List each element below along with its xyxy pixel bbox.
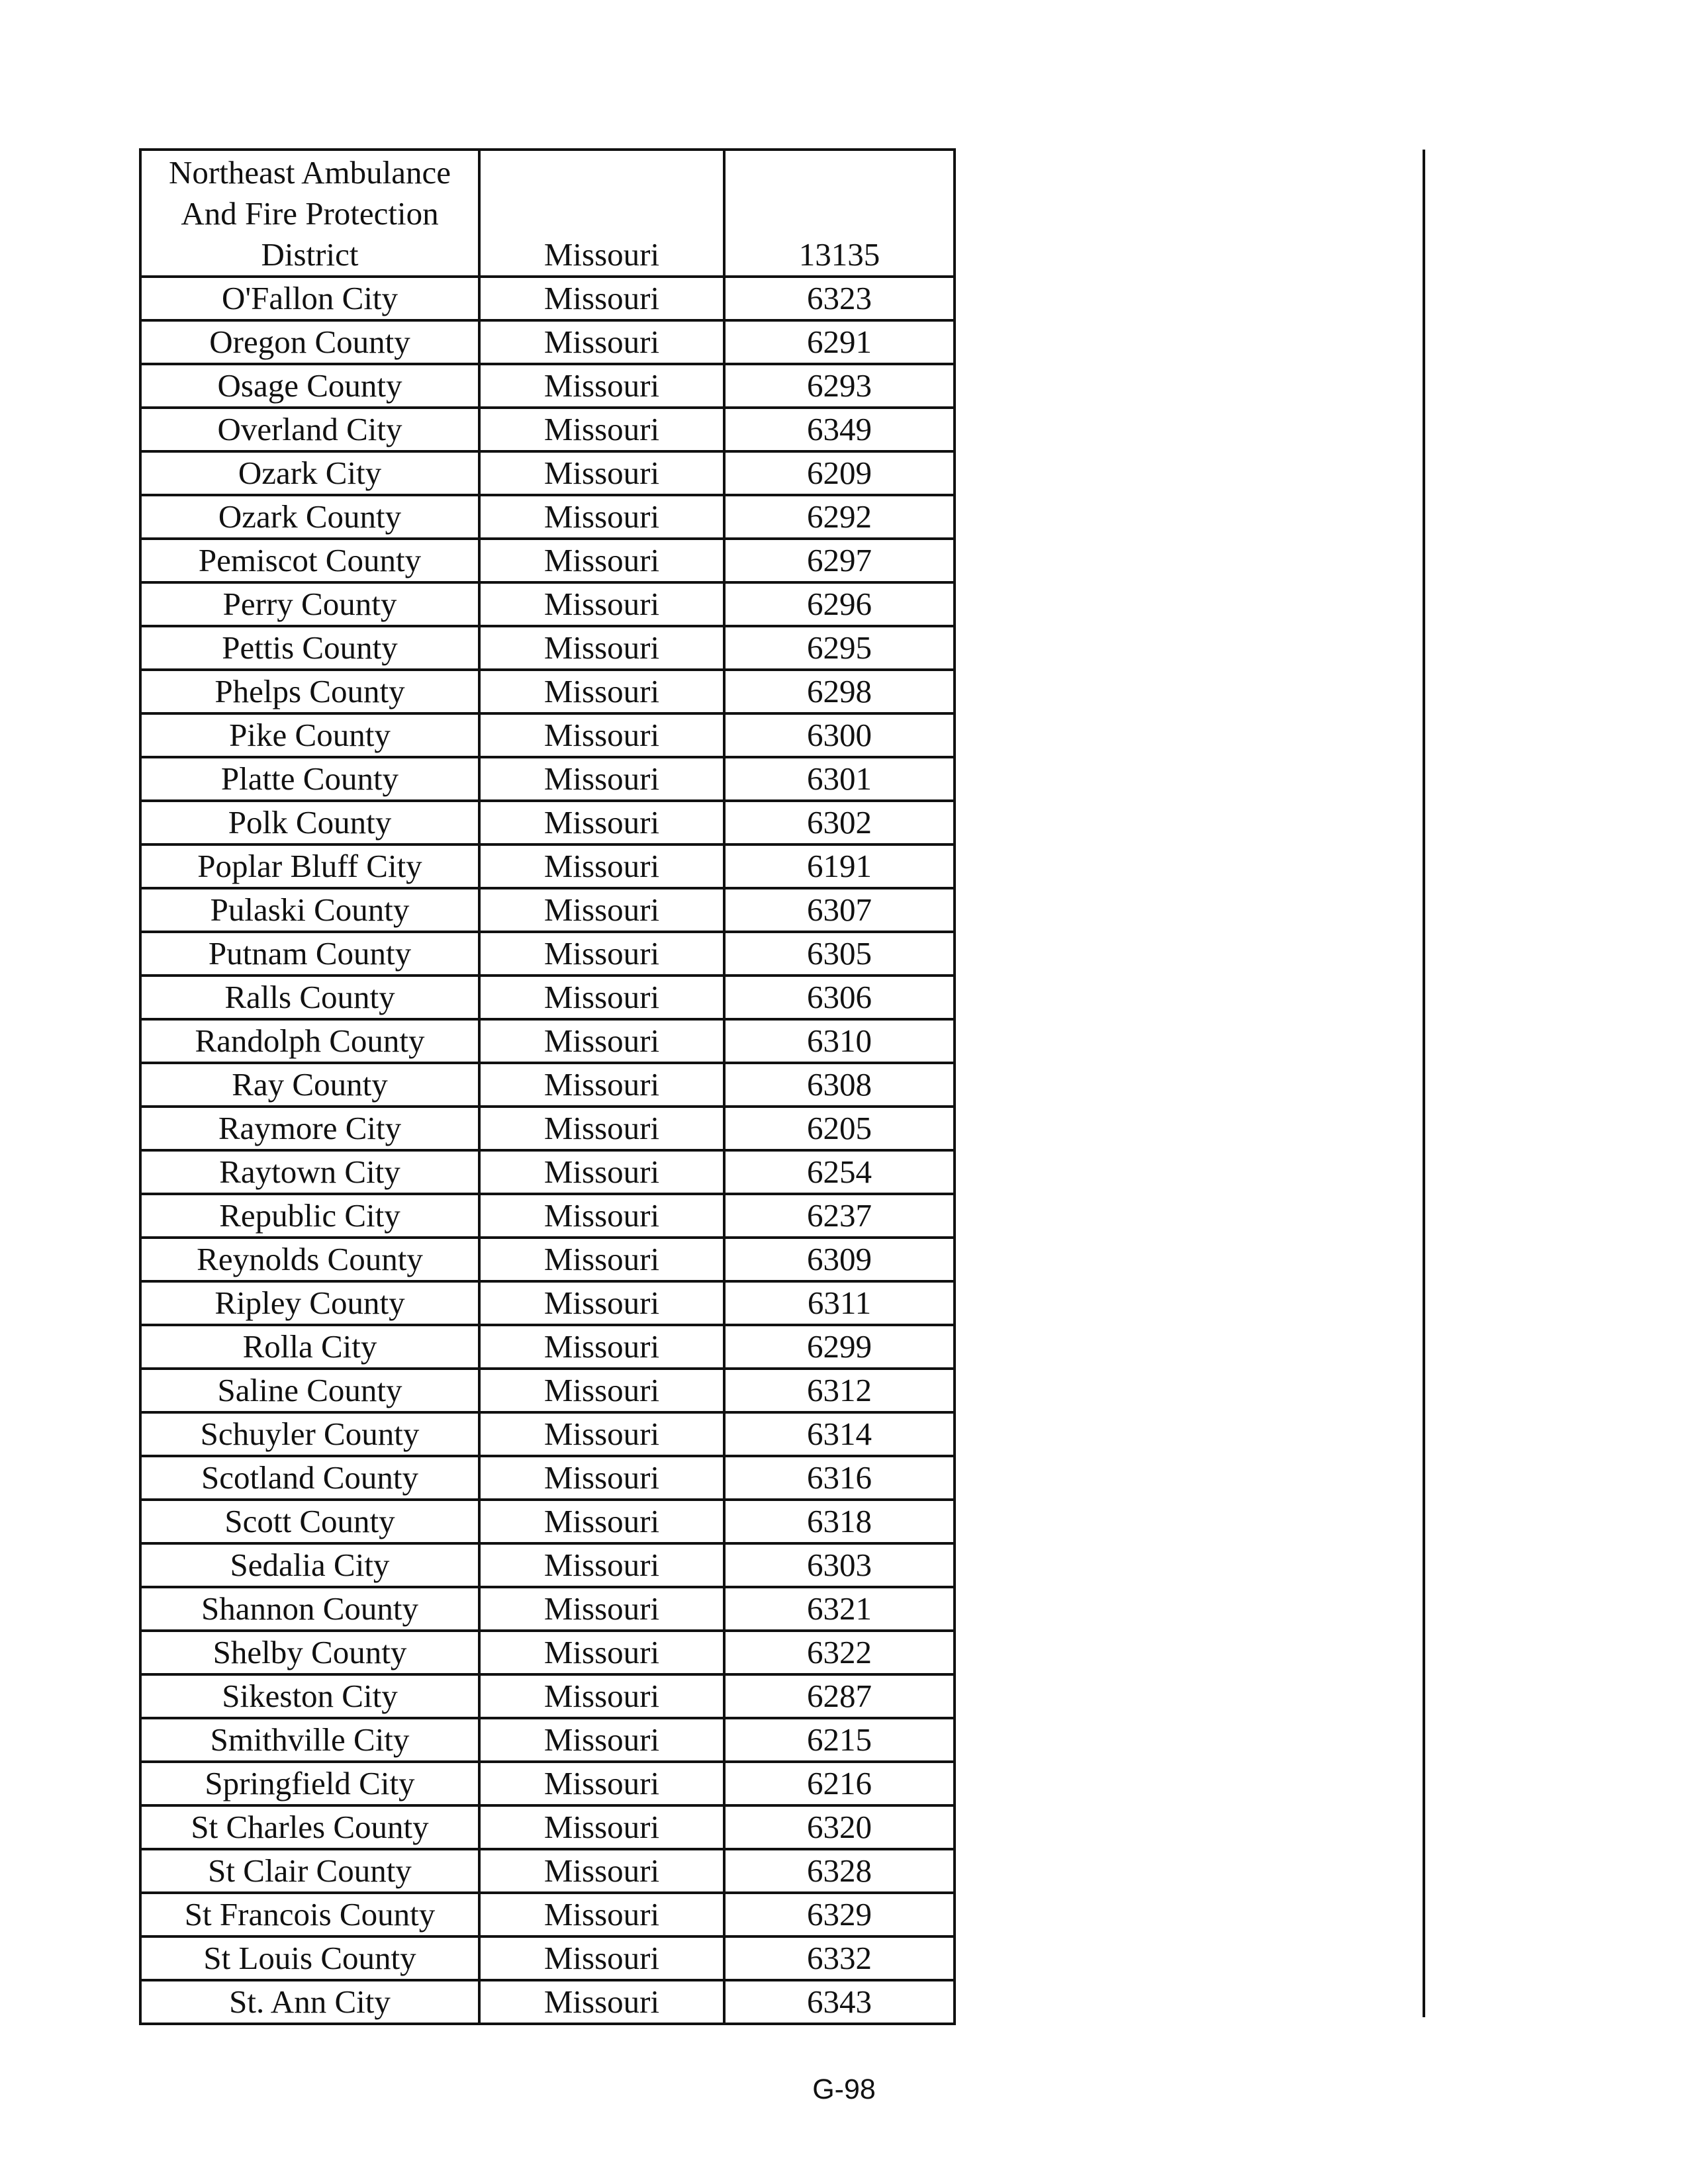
code-cell: 6296 — [724, 582, 955, 626]
table-row — [140, 801, 955, 844]
table-row — [140, 1762, 955, 1805]
code-cell: 6312 — [724, 1369, 955, 1412]
code-cell: 6343 — [724, 1980, 955, 2024]
state-cell: Missouri — [479, 670, 724, 713]
jurisdiction-name-cell: Northeast Ambulance And Fire Protection District — [140, 150, 479, 277]
jurisdiction-name-cell: Pulaski County — [140, 888, 479, 932]
state-cell: Missouri — [479, 1107, 724, 1150]
code-cell: 6305 — [724, 932, 955, 976]
jurisdiction-name-cell: Pettis County — [140, 626, 479, 670]
jurisdiction-name-cell: Ralls County — [140, 976, 479, 1019]
table-row — [140, 976, 955, 1019]
code-cell: 6191 — [724, 844, 955, 888]
jurisdiction-name-cell: Poplar Bluff City — [140, 844, 479, 888]
code-cell: 6215 — [724, 1718, 955, 1762]
jurisdiction-name-cell: Sedalia City — [140, 1543, 479, 1587]
jurisdiction-name-cell: Ripley County — [140, 1281, 479, 1325]
code-cell: 6298 — [724, 670, 955, 713]
jurisdiction-name-cell: Overland City — [140, 408, 479, 451]
jurisdiction-name-cell: Springfield City — [140, 1762, 479, 1805]
state-cell: Missouri — [479, 1019, 724, 1063]
jurisdiction-name-cell: Pemiscot County — [140, 539, 479, 582]
jurisdiction-name-cell: Shelby County — [140, 1631, 479, 1674]
state-cell: Missouri — [479, 1412, 724, 1456]
state-cell: Missouri — [479, 1631, 724, 1674]
code-cell: 6308 — [724, 1063, 955, 1107]
jurisdiction-name-cell: Shannon County — [140, 1587, 479, 1631]
jurisdiction-name-cell: Ozark City — [140, 451, 479, 495]
code-cell: 6323 — [724, 277, 955, 320]
state-cell: Missouri — [479, 757, 724, 801]
code-cell: 6316 — [724, 1456, 955, 1500]
table-row — [140, 1412, 955, 1456]
code-cell: 6349 — [724, 408, 955, 451]
code-cell: 6303 — [724, 1543, 955, 1587]
code-cell: 6291 — [724, 320, 955, 364]
jurisdiction-name-cell: Putnam County — [140, 932, 479, 976]
state-cell: Missouri — [479, 1980, 724, 2024]
table-row — [140, 1718, 955, 1762]
table-row — [140, 1500, 955, 1543]
table-row — [140, 150, 955, 277]
code-cell: 6322 — [724, 1631, 955, 1674]
table-row — [140, 1805, 955, 1849]
code-cell: 6310 — [724, 1019, 955, 1063]
table-row — [140, 495, 955, 539]
table-row — [140, 1194, 955, 1238]
table-row — [140, 1893, 955, 1936]
table-row — [140, 320, 955, 364]
state-cell: Missouri — [479, 844, 724, 888]
jurisdiction-name-cell: Raymore City — [140, 1107, 479, 1150]
table-row — [140, 1238, 955, 1281]
table-row — [140, 539, 955, 582]
state-cell: Missouri — [479, 1849, 724, 1893]
jurisdiction-name-cell: Republic City — [140, 1194, 479, 1238]
code-cell: 6306 — [724, 976, 955, 1019]
code-cell: 6205 — [724, 1107, 955, 1150]
code-cell: 6314 — [724, 1412, 955, 1456]
table-row — [140, 582, 955, 626]
code-cell: 6216 — [724, 1762, 955, 1805]
state-cell: Missouri — [479, 801, 724, 844]
jurisdiction-name-cell: St Louis County — [140, 1936, 479, 1980]
state-cell: Missouri — [479, 1674, 724, 1718]
table-row — [140, 1587, 955, 1631]
state-cell: Missouri — [479, 150, 724, 277]
code-cell: 6320 — [724, 1805, 955, 1849]
code-cell: 6237 — [724, 1194, 955, 1238]
table-row — [140, 451, 955, 495]
code-cell: 6302 — [724, 801, 955, 844]
code-cell: 6292 — [724, 495, 955, 539]
jurisdiction-name-cell: St Charles County — [140, 1805, 479, 1849]
table-row — [140, 1107, 955, 1150]
table-row — [140, 1456, 955, 1500]
state-cell: Missouri — [479, 364, 724, 408]
code-cell: 6301 — [724, 757, 955, 801]
state-cell: Missouri — [479, 1543, 724, 1587]
code-cell: 6297 — [724, 539, 955, 582]
state-cell: Missouri — [479, 1194, 724, 1238]
state-cell: Missouri — [479, 320, 724, 364]
code-cell: 6321 — [724, 1587, 955, 1631]
code-cell: 6307 — [724, 888, 955, 932]
table-row — [140, 713, 955, 757]
table-row — [140, 1063, 955, 1107]
table-row — [140, 1631, 955, 1674]
table-row — [140, 1674, 955, 1718]
code-cell: 13135 — [724, 150, 955, 277]
code-cell: 6332 — [724, 1936, 955, 1980]
jurisdiction-name-cell: Polk County — [140, 801, 479, 844]
state-cell: Missouri — [479, 713, 724, 757]
state-cell: Missouri — [479, 1500, 724, 1543]
state-cell: Missouri — [479, 1587, 724, 1631]
jurisdiction-name-cell: St Francois County — [140, 1893, 479, 1936]
jurisdiction-name-cell: Oregon County — [140, 320, 479, 364]
jurisdiction-name-cell: Saline County — [140, 1369, 479, 1412]
jurisdiction-name-cell: Reynolds County — [140, 1238, 479, 1281]
jurisdiction-table-container — [139, 148, 956, 2025]
jurisdiction-name-cell: O'Fallon City — [140, 277, 479, 320]
state-cell: Missouri — [479, 1805, 724, 1849]
code-cell: 6311 — [724, 1281, 955, 1325]
jurisdiction-name-cell: Smithville City — [140, 1718, 479, 1762]
code-cell: 6328 — [724, 1849, 955, 1893]
jurisdiction-name-cell: St. Ann City — [140, 1980, 479, 2024]
state-cell: Missouri — [479, 1369, 724, 1412]
state-cell: Missouri — [479, 1325, 724, 1369]
jurisdiction-name-cell: Rolla City — [140, 1325, 479, 1369]
jurisdiction-table — [139, 148, 956, 2025]
state-cell: Missouri — [479, 1281, 724, 1325]
table-row — [140, 932, 955, 976]
table-row — [140, 277, 955, 320]
jurisdiction-name-cell: Perry County — [140, 582, 479, 626]
code-cell: 6209 — [724, 451, 955, 495]
state-cell: Missouri — [479, 495, 724, 539]
code-cell: 6287 — [724, 1674, 955, 1718]
code-cell: 6295 — [724, 626, 955, 670]
table-row — [140, 670, 955, 713]
state-cell: Missouri — [479, 1238, 724, 1281]
state-cell: Missouri — [479, 888, 724, 932]
state-cell: Missouri — [479, 277, 724, 320]
jurisdiction-name-cell: Sikeston City — [140, 1674, 479, 1718]
table-row — [140, 888, 955, 932]
jurisdiction-table-body — [140, 150, 955, 2024]
table-row — [140, 1936, 955, 1980]
state-cell: Missouri — [479, 582, 724, 626]
state-cell: Missouri — [479, 1063, 724, 1107]
state-cell: Missouri — [479, 1762, 724, 1805]
jurisdiction-name-cell: Ray County — [140, 1063, 479, 1107]
state-cell: Missouri — [479, 408, 724, 451]
table-row — [140, 757, 955, 801]
jurisdiction-name-cell: Raytown City — [140, 1150, 479, 1194]
table-row — [140, 364, 955, 408]
state-cell: Missouri — [479, 932, 724, 976]
state-cell: Missouri — [479, 1456, 724, 1500]
table-row — [140, 1150, 955, 1194]
state-cell: Missouri — [479, 539, 724, 582]
code-cell: 6293 — [724, 364, 955, 408]
table-row — [140, 1281, 955, 1325]
jurisdiction-name-cell: Ozark County — [140, 495, 479, 539]
jurisdiction-name-cell: Randolph County — [140, 1019, 479, 1063]
right-margin-rule — [1423, 150, 1425, 2017]
code-cell: 6309 — [724, 1238, 955, 1281]
table-row — [140, 1325, 955, 1369]
jurisdiction-name-cell: Phelps County — [140, 670, 479, 713]
table-row — [140, 844, 955, 888]
jurisdiction-name-cell: Schuyler County — [140, 1412, 479, 1456]
jurisdiction-name-cell: Osage County — [140, 364, 479, 408]
state-cell: Missouri — [479, 626, 724, 670]
code-cell: 6329 — [724, 1893, 955, 1936]
state-cell: Missouri — [479, 976, 724, 1019]
state-cell: Missouri — [479, 1893, 724, 1936]
table-row — [140, 1980, 955, 2024]
code-cell: 6299 — [724, 1325, 955, 1369]
code-cell: 6318 — [724, 1500, 955, 1543]
jurisdiction-name-cell: St Clair County — [140, 1849, 479, 1893]
code-cell: 6300 — [724, 713, 955, 757]
page-number: G-98 — [812, 2073, 876, 2105]
table-row — [140, 1543, 955, 1587]
state-cell: Missouri — [479, 451, 724, 495]
table-row — [140, 1369, 955, 1412]
table-row — [140, 1849, 955, 1893]
state-cell: Missouri — [479, 1936, 724, 1980]
state-cell: Missouri — [479, 1150, 724, 1194]
code-cell: 6254 — [724, 1150, 955, 1194]
jurisdiction-name-cell: Scott County — [140, 1500, 479, 1543]
jurisdiction-name-cell: Scotland County — [140, 1456, 479, 1500]
jurisdiction-name-cell: Platte County — [140, 757, 479, 801]
state-cell: Missouri — [479, 1718, 724, 1762]
jurisdiction-name-cell: Pike County — [140, 713, 479, 757]
table-row — [140, 408, 955, 451]
table-row — [140, 626, 955, 670]
table-row — [140, 1019, 955, 1063]
